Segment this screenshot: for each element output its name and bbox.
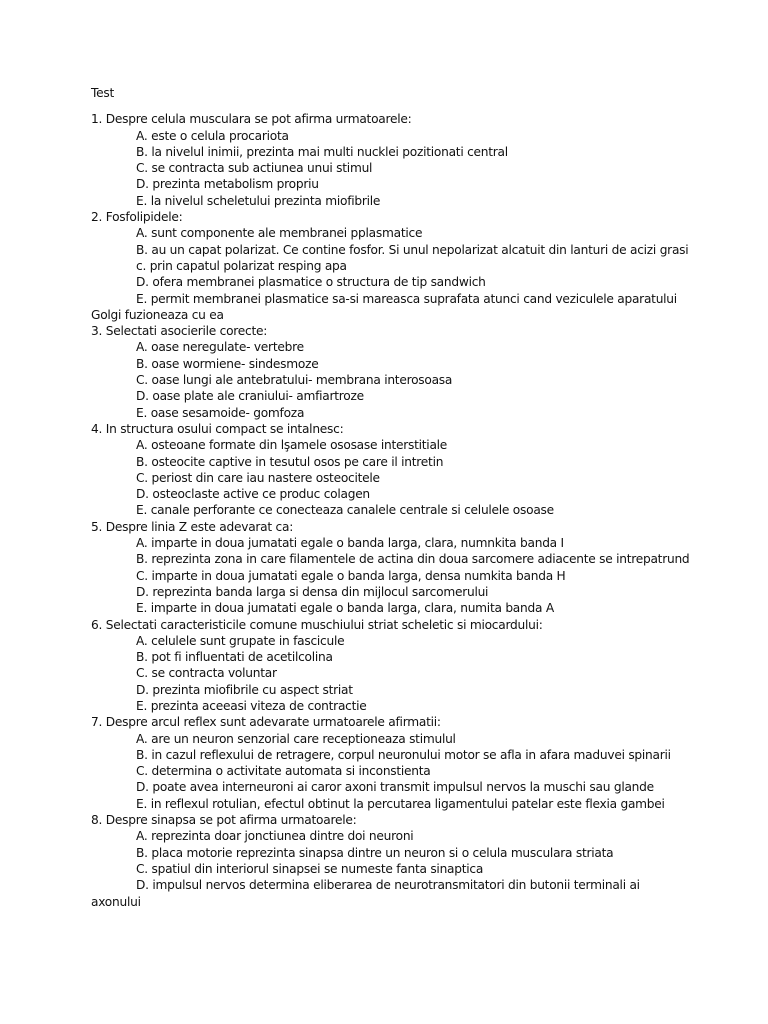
option-item: A. sunt componente ale membranei pplasmatice	[136, 226, 423, 241]
question-text: 8. Despre sinapsa se pot afirma urmatoarele:	[91, 813, 357, 828]
option-item: B. oase wormiene- sindesmoze	[136, 356, 319, 371]
option-item: B. placa motorie reprezinta sinapsa dintre un neuron si o celula musculara striata	[136, 845, 614, 860]
option-item: E. prezinta aceeasi viteza de contractie	[136, 698, 367, 713]
option-item: c. prin capatul polarizat resping apa	[136, 258, 347, 273]
option-item: B. pot fi influentati de acetilcolina	[136, 650, 333, 665]
option-item: A. imparte in doua jumatati egale o banda larga, clara, numnkita banda I	[136, 536, 564, 551]
question-7	[91, 714, 691, 812]
option-list	[91, 828, 691, 909]
option-item: C. se contracta sub actiunea unui stimul	[136, 161, 373, 176]
option-list	[91, 128, 691, 209]
option-item: B. au un capat polarizat. Ce contine fosfor. Si unul nepolarizat alcatuit din lanturi de acizi grasi	[136, 242, 689, 257]
option-list	[91, 225, 691, 323]
question-text: 5. Despre linia Z este adevarat ca:	[91, 519, 294, 534]
option-item: D. reprezinta banda larga si densa din mijlocul sarcomerului	[136, 584, 489, 599]
question-3	[91, 323, 691, 421]
option-item: E. in reflexul rotulian, efectul obtinut la percutarea ligamentului patelar este flexia gambei	[136, 796, 665, 811]
question-text: 7. Despre arcul reflex sunt adevarate urmatoarele afirmatii:	[91, 715, 441, 730]
question-text: 2. Fosfolipidele:	[91, 210, 183, 225]
option-list	[91, 339, 691, 420]
question-text: 1. Despre celula musculara se pot afirma urmatoarele:	[91, 112, 412, 127]
option-item: E. permit membranei plasmatice sa-si mareasca suprafata atunci cand veziculele aparatului Golgi fuzioneaza cu ea	[91, 291, 677, 322]
option-item: E. la nivelul scheletului prezinta miofibrile	[136, 193, 381, 208]
option-item: B. in cazul reflexului de retragere, corpul neuronului motor se afla in afara maduvei spinarii	[136, 747, 671, 762]
question-text: 3. Selectati asocierile corecte:	[91, 324, 268, 339]
option-list	[91, 633, 691, 714]
option-item: E. imparte in doua jumatati egale o banda larga, clara, numita banda A	[136, 601, 554, 616]
option-item: B. la nivelul inimii, prezinta mai multi nucklei pozitionati central	[136, 144, 508, 159]
option-item: A. oase neregulate- vertebre	[136, 340, 304, 355]
option-item: C. spatiul din interiorul sinapsei se numeste fanta sinaptica	[136, 861, 484, 876]
document-title: Test	[91, 86, 114, 100]
option-item: D. poate avea interneuroni ai caror axoni transmit impulsul nervos la muschi sau glande	[136, 780, 654, 795]
option-list	[91, 437, 691, 518]
option-item: D. osteoclaste active ce produc colagen	[136, 487, 370, 502]
option-item: C. oase lungi ale antebratului- membrana interosoasa	[136, 373, 453, 388]
option-item: E. oase sesamoide- gomfoza	[136, 405, 305, 420]
option-item: D. prezinta miofibrile cu aspect striat	[136, 682, 353, 697]
question-8	[91, 812, 691, 910]
option-item: A. are un neuron senzorial care receptioneaza stimulul	[136, 731, 456, 746]
question-5	[91, 519, 691, 617]
option-item: A. reprezinta doar jonctiunea dintre doi neuroni	[136, 829, 414, 844]
question-text: 6. Selectati caracteristicile comune muschiului striat scheletic si miocardului:	[91, 617, 543, 632]
option-item: C. imparte in doua jumatati egale o banda larga, densa numkita banda H	[136, 568, 566, 583]
question-1	[91, 111, 691, 209]
option-list	[91, 535, 691, 616]
option-item: C. se contracta voluntar	[136, 666, 277, 681]
option-item: A. celulele sunt grupate in fascicule	[136, 633, 345, 648]
option-item: B. osteocite captive in tesutul osos pe care il intretin	[136, 454, 444, 469]
question-text: 4. In structura osului compact se intalnesc:	[91, 421, 344, 436]
option-item: A. osteoane formate din lşamele ososase interstitiale	[136, 438, 448, 453]
question-list	[91, 111, 691, 910]
option-item: E. canale perforante ce conecteaza canalele centrale si celulele osoase	[136, 503, 554, 518]
option-list	[91, 731, 691, 812]
option-item: C. determina o activitate automata si inconstienta	[136, 764, 431, 779]
option-item: D. ofera membranei plasmatice o structura de tip sandwich	[136, 275, 486, 290]
option-item: C. periost din care iau nastere osteocitele	[136, 470, 380, 485]
option-item: A. este o celula procariota	[136, 128, 289, 143]
option-item: D. oase plate ale craniului- amfiartroze	[136, 389, 364, 404]
option-item: B. reprezinta zona in care filamentele de actina din doua sarcomere adiacente se intrepatrund	[136, 552, 690, 567]
question-4	[91, 421, 691, 519]
question-6	[91, 617, 691, 715]
option-item: D. impulsul nervos determina eliberarea de neurotransmitatori din butonii terminali ai axonului	[91, 878, 640, 909]
option-item: D. prezinta metabolism propriu	[136, 177, 319, 192]
document-page	[91, 85, 691, 910]
question-2	[91, 209, 691, 323]
